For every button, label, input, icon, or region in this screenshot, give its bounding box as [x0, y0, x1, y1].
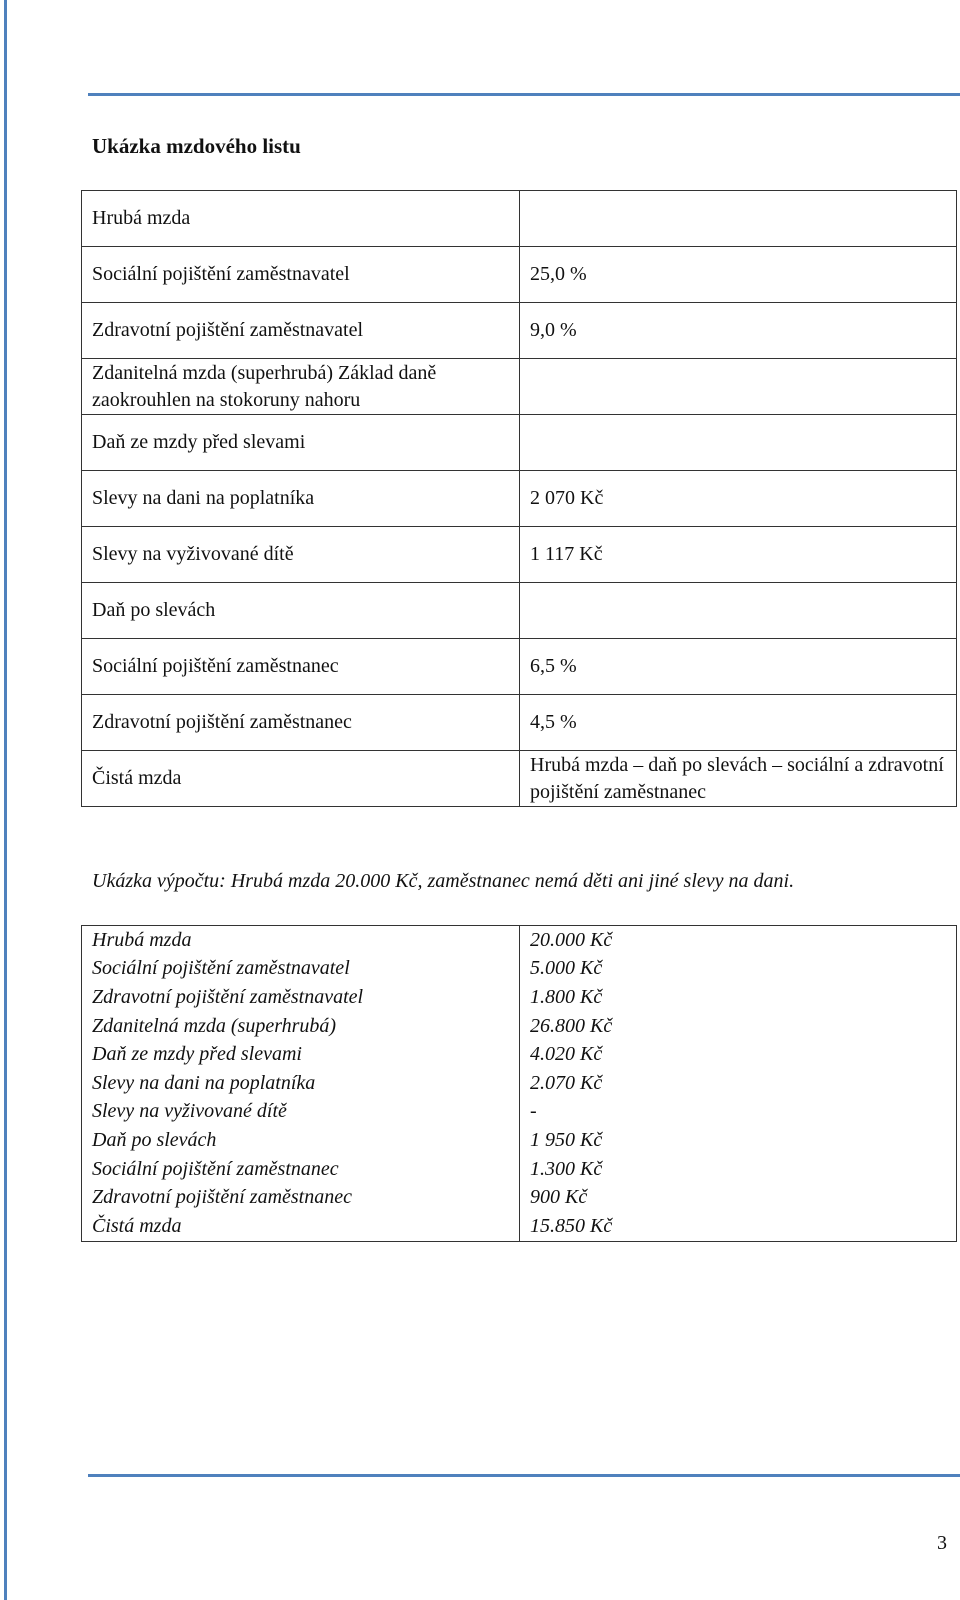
row-value: 1.300 Kč [530, 1157, 603, 1180]
table-row [82, 1012, 957, 1041]
table-row [82, 191, 957, 247]
row-value: 25,0 % [520, 247, 957, 303]
row-label: Zdravotní pojištění zaměstnanec [82, 1183, 520, 1212]
table-row [82, 926, 957, 955]
row-value: 6,5 % [520, 639, 957, 695]
row-value: 1 950 Kč [530, 1128, 603, 1151]
table-row [82, 415, 957, 471]
row-value [520, 415, 957, 471]
row-value [520, 359, 957, 415]
page-number: 3 [937, 1532, 947, 1554]
row-label: Slevy na vyživované dítě [82, 1098, 520, 1127]
row-label: Zdanitelná mzda (superhrubá) [82, 1012, 520, 1041]
table-row [82, 1155, 957, 1184]
header-rule [88, 93, 960, 96]
table-row [82, 639, 957, 695]
row-value: 5.000 Kč [530, 957, 603, 980]
row-label: Hrubá mzda [82, 191, 520, 247]
table-row [82, 1183, 957, 1212]
table-row [82, 247, 957, 303]
row-label: Sociální pojištění zaměstnanec [82, 1155, 520, 1184]
row-label: Zdanitelná mzda (superhrubá) Základ daně zaokrouhlen na stokoruny nahoru [82, 359, 520, 415]
table-row [82, 751, 957, 807]
row-value: 900 Kč [530, 1186, 588, 1209]
example-calculation-table [81, 925, 957, 1242]
row-label: Čistá mzda [82, 1212, 520, 1241]
row-label: Sociální pojištění zaměstnanec [82, 639, 520, 695]
row-value: - [530, 1100, 537, 1123]
row-label: Hrubá mzda [82, 926, 520, 955]
row-value: 9,0 % [520, 303, 957, 359]
table-row [82, 1126, 957, 1155]
table-row [82, 583, 957, 639]
row-label: Zdravotní pojištění zaměstnanec [82, 695, 520, 751]
row-value: 15.850 Kč [530, 1214, 613, 1237]
table-row [82, 471, 957, 527]
table-row [82, 359, 957, 415]
table-row [82, 303, 957, 359]
row-label: Slevy na dani na poplatníka [82, 471, 520, 527]
row-value: 2.070 Kč [530, 1071, 603, 1094]
row-value: Hrubá mzda – daň po slevách – sociální a zdravotní pojištění zaměstnanec [520, 751, 957, 807]
footer-rule [88, 1474, 960, 1477]
left-margin-rule [4, 0, 7, 1600]
table-row [82, 527, 957, 583]
row-value: 2 070 Kč [520, 471, 957, 527]
row-label: Zdravotní pojištění zaměstnavatel [82, 303, 520, 359]
row-value: 1.800 Kč [530, 985, 603, 1008]
row-label: Daň ze mzdy před slevami [82, 1040, 520, 1069]
row-label: Slevy na vyživované dítě [82, 527, 520, 583]
row-value: 4,5 % [520, 695, 957, 751]
table-row [82, 695, 957, 751]
row-label: Daň ze mzdy před slevami [82, 415, 520, 471]
row-label: Daň po slevách [82, 583, 520, 639]
table-row [82, 955, 957, 984]
row-value: 1 117 Kč [520, 527, 957, 583]
row-value: 4.020 Kč [530, 1043, 603, 1066]
row-label: Čistá mzda [82, 751, 520, 807]
table-row [82, 983, 957, 1012]
table-row [82, 1212, 957, 1241]
table-row [82, 1098, 957, 1127]
row-label: Zdravotní pojištění zaměstnavatel [82, 983, 520, 1012]
example-caption: Ukázka výpočtu: Hrubá mzda 20.000 Kč, zaměstnanec nemá děti ani jiné slevy na dani. [92, 870, 795, 892]
document-title: Ukázka mzdového listu [92, 134, 301, 158]
row-label: Sociální pojištění zaměstnavatel [82, 247, 520, 303]
row-value: 26.800 Kč [530, 1014, 613, 1037]
row-label: Daň po slevách [82, 1126, 520, 1155]
row-value [520, 583, 957, 639]
table-row [82, 1040, 957, 1069]
row-value: 20.000 Kč [530, 928, 613, 951]
salary-structure-table [81, 190, 957, 807]
row-value [520, 191, 957, 247]
row-label: Slevy na dani na poplatníka [82, 1069, 520, 1098]
table-row [82, 1069, 957, 1098]
row-label: Sociální pojištění zaměstnavatel [82, 955, 520, 984]
